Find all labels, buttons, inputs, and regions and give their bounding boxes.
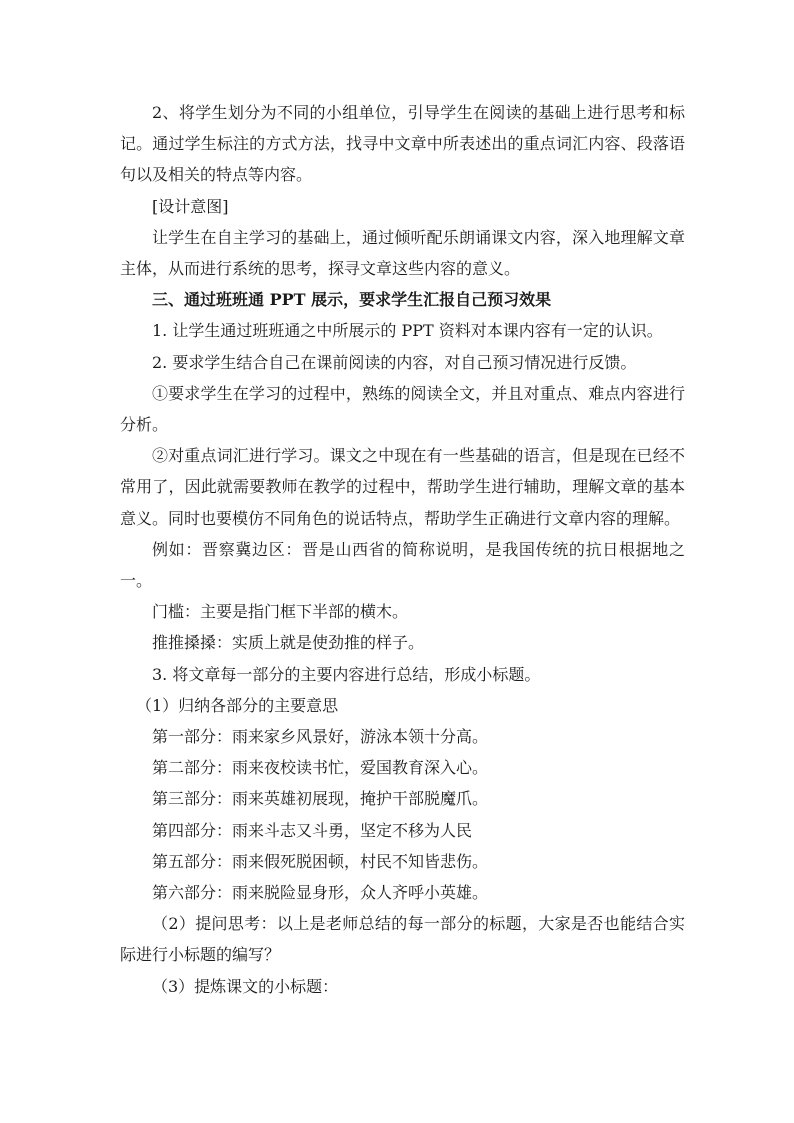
paragraph-item-2: 2. 要求学生结合自己在课前阅读的内容，对自己预习情况进行反馈。	[152, 352, 637, 372]
paragraph-part-3: 第三部分：雨来英雄初展现，掩护干部脱魔爪。	[152, 789, 489, 809]
paragraph-example-push: 推推搡搡：实质上就是使劲推的样子。	[152, 633, 425, 653]
paragraph-item-3: 3. 将文章每一部分的主要内容进行总结，形成小标题。	[152, 664, 541, 684]
paragraph-design-intent-label: [设计意图]	[152, 196, 229, 216]
paragraph-item-1: 1. 让学生通过班班通之中所展示的 PPT 资料对本课内容有一定的认识。	[152, 321, 663, 341]
paragraph-example-region: 例如：晋察冀边区：晋是山西省的简称说明，是我国传统的抗日根据地之一。	[120, 539, 685, 591]
document-body	[120, 97, 685, 1002]
paragraph-step-3: （3）提炼课文的小标题：	[152, 976, 339, 996]
paragraph-part-1: 第一部分：雨来家乡风景好，游泳本领十分高。	[152, 727, 489, 747]
paragraph-grouping-instruction: 2、将学生划分为不同的小组单位，引导学生在阅读的基础上进行思考和标记。通过学生标注的方式方法，找寻中文章中所表述出的重点词汇内容、段落语句以及相关的特点等内容。	[120, 103, 685, 185]
paragraph-part-4: 第四部分：雨来斗志又斗勇，坚定不移为人民	[152, 820, 473, 840]
paragraph-part-2: 第二部分：雨来夜校读书忙，爱国教育深入心。	[152, 758, 489, 778]
paragraph-step-2: （2）提问思考：以上是老师总结的每一部分的标题，大家是否也能结合实际进行小标题的编写？	[120, 914, 685, 965]
paragraph-part-5: 第五部分：雨来假死脱困顿，村民不知皆悲伤。	[152, 851, 489, 871]
section-heading-three: 三、通过班班通 PPT 展示，要求学生汇报自己预习效果	[152, 290, 552, 310]
paragraph-subitem-1: ①要求学生在学习的过程中，熟练的阅读全文，并且对重点、难点内容进行分析。	[120, 383, 685, 435]
paragraph-step-1: （1）归纳各部分的主要意思	[136, 695, 339, 715]
paragraph-subitem-2: ②对重点词汇进行学习。课文之中现在有一些基础的语言，但是现在已经不常用了，因此就需要教师在教学的过程中，帮助学生进行辅助，理解文章的基本意义。同时也要模仿不同角色的说话特点，帮助学生正确进行文章内容的理解。	[120, 446, 685, 528]
paragraph-design-intent: 让学生在自主学习的基础上，通过倾听配乐朗诵课文内容，深入地理解文章主体，从而进行系统的思考，探寻文章这些内容的意义。	[120, 227, 685, 279]
paragraph-example-threshold: 门槛：主要是指门框下半部的横木。	[152, 602, 409, 622]
paragraph-part-6: 第六部分：雨来脱险显身形，众人齐呼小英雄。	[152, 883, 489, 903]
